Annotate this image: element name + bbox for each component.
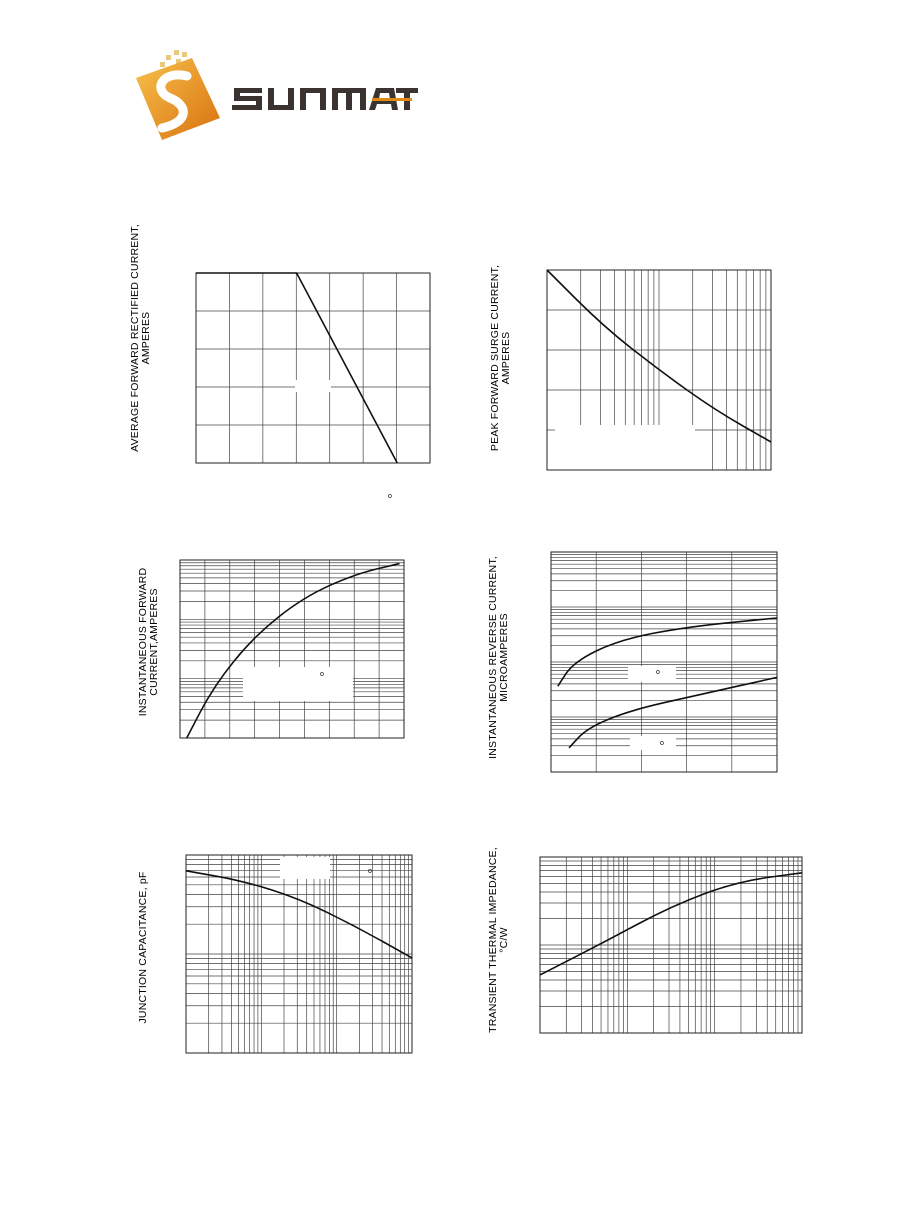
y-axis-label-reverse-current: INSTANTANEOUS REVERSE CURRENT, MICROAMPERES — [487, 556, 510, 759]
plot-avg-current — [120, 200, 440, 510]
chart-average-forward-current — [120, 200, 440, 510]
logo-accent-bar — [372, 98, 412, 101]
y-axis-label-thermal-impedance: TRANSIENT THERMAL IMPEDANCE, °C/W — [487, 847, 510, 1033]
plot-forward-current — [130, 545, 420, 745]
label-mask — [280, 857, 330, 879]
chart-instantaneous-forward-current — [130, 545, 420, 745]
chart-instantaneous-reverse-current — [480, 540, 790, 780]
sunmate-logo — [132, 48, 422, 143]
y-axis-label-junction-capacitance: JUNCTION CAPACITANCE, pF — [137, 871, 149, 1024]
label-mask — [295, 380, 331, 392]
plot-junction-capacitance — [130, 845, 430, 1060]
series-line-1 — [540, 873, 802, 975]
series-line-1 — [186, 871, 412, 958]
label-mask — [555, 425, 695, 470]
plot-frame — [180, 560, 404, 738]
y-axis-label-avg-current: AVERAGE FORWARD RECTIFIED CURRENT, AMPERES — [129, 224, 152, 452]
logo-graphic — [132, 48, 422, 143]
chart-transient-thermal-impedance — [480, 845, 810, 1045]
plot-frame — [196, 273, 430, 463]
plot-thermal-impedance — [480, 845, 810, 1045]
chart-junction-capacitance — [130, 845, 430, 1060]
plot-reverse-current — [480, 540, 790, 780]
degree-mark: o — [656, 669, 660, 676]
chart-peak-surge-current — [480, 240, 780, 480]
plot-surge-current — [480, 240, 780, 480]
degree-mark: o — [368, 868, 372, 875]
label-mask — [628, 666, 676, 682]
degree-mark: o — [660, 740, 664, 747]
label-mask — [243, 667, 353, 701]
y-axis-label-surge-current: PEAK FORWARD SURGE CURRENT, AMPERES — [489, 264, 512, 452]
degree-mark: o — [320, 671, 324, 678]
y-axis-label-forward-current: INSTANTANEOUS FORWARD CURRENT,AMPERES — [137, 567, 160, 717]
label-mask — [630, 736, 676, 750]
series-line-1 — [187, 564, 400, 738]
degree-mark: o — [388, 493, 392, 500]
